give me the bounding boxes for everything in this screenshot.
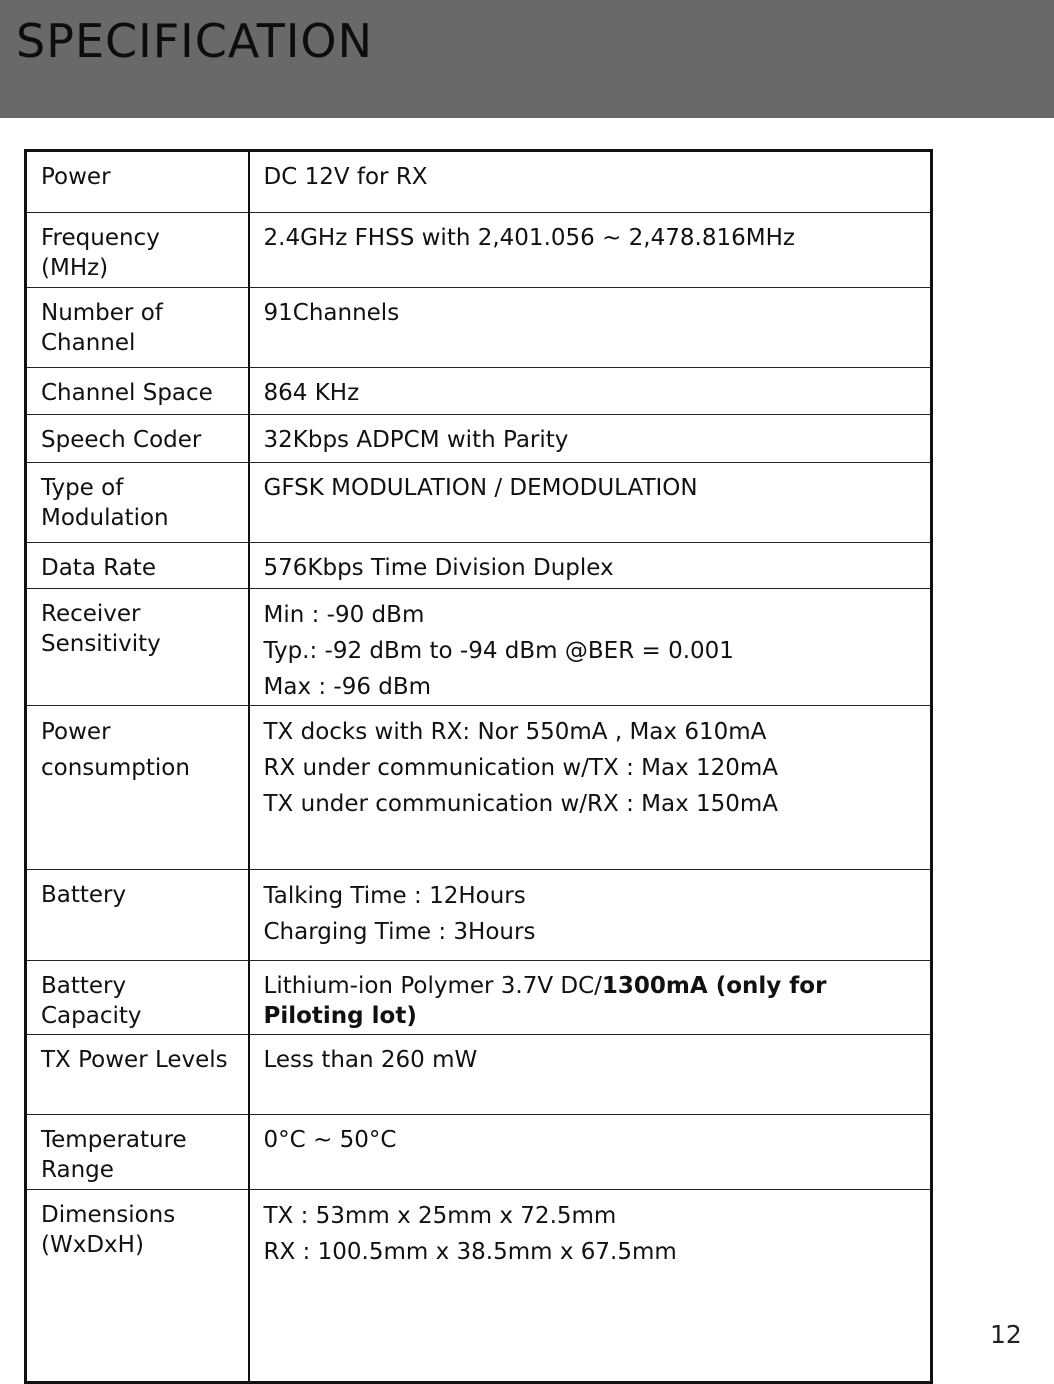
value-line: Min : -90 dBm xyxy=(263,602,425,628)
table-row xyxy=(26,213,932,288)
row-label: Data Rate xyxy=(26,543,249,589)
table-row xyxy=(26,463,932,543)
row-value xyxy=(249,543,932,589)
row-value xyxy=(249,151,932,213)
value-line: TX under communication w/RX : Max 150mA xyxy=(263,791,779,817)
row-value xyxy=(249,368,932,415)
value-line: DC 12V for RX xyxy=(263,164,428,190)
value-line: 32Kbps ADPCM with Parity xyxy=(263,427,569,453)
row-label: Battery Capacity xyxy=(26,961,249,1035)
table-row xyxy=(26,1190,932,1383)
row-value xyxy=(249,1115,932,1190)
value-line: Charging Time : 3Hours xyxy=(263,919,536,945)
row-label: Number of Channel xyxy=(26,288,249,368)
row-label: Receiver Sensitivity xyxy=(26,589,249,706)
table-row xyxy=(26,543,932,589)
row-label: Type of Modulation xyxy=(26,463,249,543)
value-line: GFSK MODULATION / DEMODULATION xyxy=(263,475,698,501)
row-label: Temperature Range xyxy=(26,1115,249,1190)
row-label: Power xyxy=(26,151,249,213)
row-label: Dimensions (WxDxH) xyxy=(26,1190,249,1383)
row-value xyxy=(249,213,932,288)
table-row xyxy=(26,288,932,368)
value-line: 576Kbps Time Division Duplex xyxy=(263,555,614,581)
row-label: TX Power Levels xyxy=(26,1035,249,1115)
row-label: Speech Coder xyxy=(26,415,249,463)
specification-table xyxy=(24,149,933,1384)
page-number: 12 xyxy=(990,1320,1022,1349)
row-value xyxy=(249,589,932,706)
value-line: 864 KHz xyxy=(263,380,360,406)
value-line: RX : 100.5mm x 38.5mm x 67.5mm xyxy=(263,1239,677,1265)
value-line: 0°C ~ 50°C xyxy=(263,1127,397,1153)
value-text-bold: 1300mA (only for Piloting lot) xyxy=(263,973,827,1029)
value-line: TX : 53mm x 25mm x 72.5mm xyxy=(263,1203,617,1229)
row-label xyxy=(26,706,249,870)
table-row xyxy=(26,870,932,961)
value-line: 91Channels xyxy=(263,300,400,326)
row-value xyxy=(249,870,932,961)
value-line: TX docks with RX: Nor 550mA , Max 610mA xyxy=(263,719,767,745)
table-row xyxy=(26,706,932,870)
row-value xyxy=(249,463,932,543)
row-value xyxy=(249,1190,932,1383)
table-row xyxy=(26,961,932,1035)
value-line: Max : -96 dBm xyxy=(263,674,432,700)
row-label: Battery xyxy=(26,870,249,961)
table-row xyxy=(26,1035,932,1115)
row-label: Channel Space xyxy=(26,368,249,415)
table-row xyxy=(26,368,932,415)
value-line: 2.4GHz FHSS with 2,401.056 ~ 2,478.816MHz xyxy=(263,225,795,251)
row-label-text: Power consumption xyxy=(41,719,190,781)
row-value xyxy=(249,288,932,368)
value-line: RX under communication w/TX : Max 120mA xyxy=(263,755,779,781)
value-line: Less than 260 mW xyxy=(263,1047,478,1073)
row-value xyxy=(249,1035,932,1115)
page-title: SPECIFICATION xyxy=(16,14,374,68)
row-label: Frequency (MHz) xyxy=(26,213,249,288)
table-row xyxy=(26,1115,932,1190)
header-bar xyxy=(0,0,1054,118)
row-value xyxy=(249,961,932,1035)
table-row xyxy=(26,589,932,706)
table-row xyxy=(26,415,932,463)
value-line: Typ.: -92 dBm to -94 dBm @BER = 0.001 xyxy=(263,638,734,664)
row-value xyxy=(249,706,932,870)
value-text: Lithium-ion Polymer 3.7V DC/ xyxy=(263,973,602,999)
table-row xyxy=(26,151,932,213)
row-value xyxy=(249,415,932,463)
value-line: Talking Time : 12Hours xyxy=(263,883,526,909)
